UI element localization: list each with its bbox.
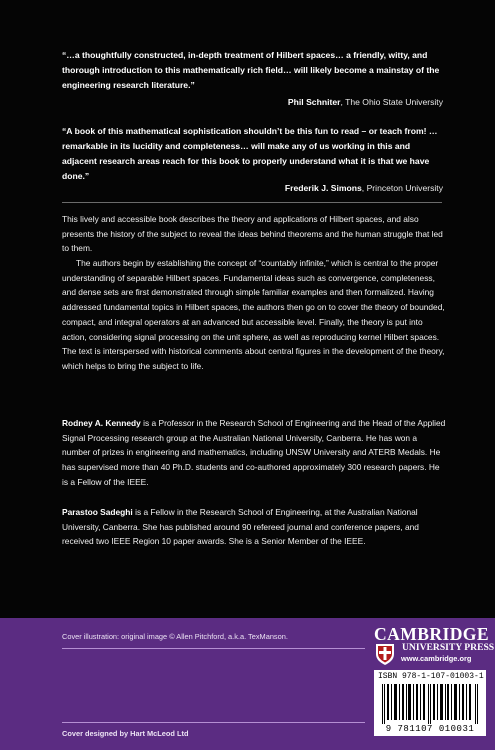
- reviewer-affiliation: , Princeton University: [361, 183, 443, 193]
- cambridge-shield-icon: [374, 642, 396, 666]
- review-attribution-2: [285, 182, 443, 194]
- author-bio-sadeghi: [62, 505, 446, 549]
- divider: [62, 202, 442, 203]
- reviewer-name: Frederik J. Simons: [284, 183, 362, 193]
- footer-divider: [62, 648, 365, 649]
- footer-divider: [62, 722, 365, 723]
- cover-illustration-credit: Cover illustration: original image © Allen Pitchford, a.k.a. TexManson.: [62, 632, 288, 641]
- author-bio-text: is a Fellow in the Research School of Engineering, at the Australian National University, Canberra. She has published around 90 refereed journal and conference papers, and received two IEEE Region 10 paper awards. She is a Senior Member of the IEEE.: [62, 507, 419, 547]
- publisher-url: www.cambridge.org: [401, 654, 472, 663]
- ean-number: 9 781107 010031: [385, 724, 475, 734]
- description-paragraph-2: The authors begin by establishing the concept of “countably infinite,” which is central to the proper understanding of separable Hilbert spaces. Fundamental ideas such as convergence, completeness, and dense sets are first demonstrated through simple familiar examples and then formalized. Having addressed fundamental topics in Hilbert spaces, the authors then go on to cover the theory of bounded, compact, and integral operators at an advanced but accessible level. Finally, the theory is put into action, considering signal processing on the unit sphere, as well as reproducing kernel Hilbert spaces. The text is interspersed with historical comments about central figures in the development of the theory, which helps to bring the subject to life.: [62, 258, 445, 371]
- author-bio-text: is a Professor in the Research School of Engineering and the Head of the Applied Signal Processing research group at the Australian National University, Canberra. He has won a number of prizes in engineering and mathematics, including UNSW University and ATERB Medals. He has supervised more than 40 Ph.D. students and co-authored approximately 300 research papers. He is a Fellow of the IEEE.: [62, 418, 446, 487]
- review-attribution-1: [288, 96, 443, 108]
- isbn-label: ISBN 978-1-107-01003-1: [378, 672, 484, 681]
- review-quote-2: “A book of this mathematical sophistication shouldn’t be this fun to read – or teach from! …remarkable in its lucidity and completeness… will make any of us working in this and adjacent research areas reach for this book to properly understand what it is that we have done.”: [62, 126, 438, 181]
- publisher-name: CAMBRIDGE: [374, 624, 490, 644]
- description-paragraph-1: This lively and accessible book describes the theory and applications of Hilbert spaces, and also presents the history of the subject to reveal the ideas behind theorems and the human struggle that led to them.: [62, 214, 443, 254]
- reviewer-affiliation: , The Ohio State University: [340, 97, 443, 107]
- publisher-subtitle: UNIVERSITY PRESS: [402, 642, 495, 653]
- review-quote-1: “…a thoughtfully constructed, in-depth treatment of Hilbert spaces… a friendly, witty, and thorough introduction to this mathematically rich field… will likely become a mainstay of the engineering research literature.”: [62, 50, 440, 90]
- author-bio-kennedy: [62, 416, 446, 490]
- reviewer-name: Phil Schniter: [287, 97, 341, 107]
- isbn-barcode-panel: [374, 670, 486, 736]
- author-name: Parastoo Sadeghi: [62, 507, 133, 517]
- cover-design-credit: Cover designed by Hart McLeod Ltd: [62, 729, 189, 738]
- barcode-icon: [380, 684, 480, 724]
- author-name: Rodney A. Kennedy: [62, 418, 141, 428]
